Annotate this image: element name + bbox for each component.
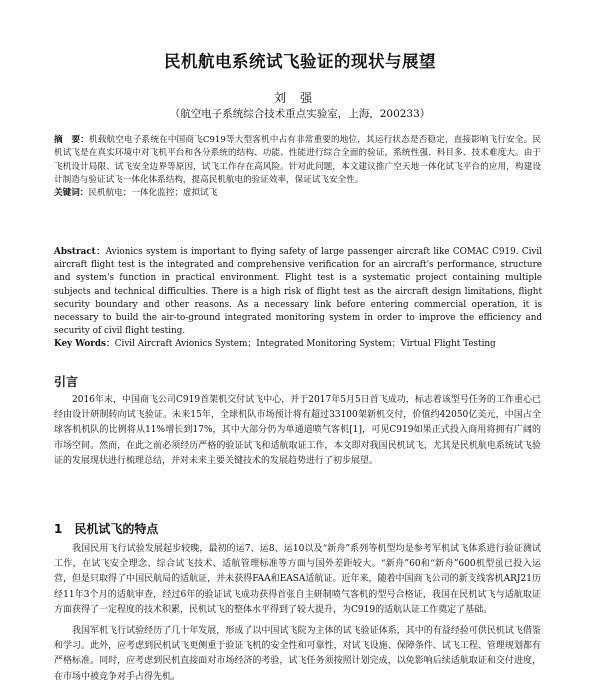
- abstract-cn-text: 机载航空电子系统在中国商飞C919等大型客机中占有非常重要的地位，其运行状态是否稳定，直接影响飞行安全。民机试飞是在真实环境中对飞机平台和各分系统的结构、功能、性能进行综合全面的验证，系统性强、科目多、技术难度大。由于飞机设计局限、试飞安全边界等原因，试飞工作存在高风险。针对此问题，本文建议推广空天地一体化试飞平台的应用，构建设计制造与验证试飞一体化体系结构，提高民机航电的验证效率，保证试飞安全性。: [54, 135, 541, 185]
- section1-para2-text: 我国军机飞行试验经历了几十年发展，形成了以中国试飞院为主体的试飞验证体系，其中的有益经验可供民机试飞借鉴和学习。此外，应考虑到民机试飞更侧重于验证飞机的安全性和可靠性，对试飞设施、保障条件、试飞工程、管理规划都有严格标准。同时，应考虑到民机直接面对市场经济的考验，试飞任务须按照计划完成，以免影响后续适航取证和交付进度，在市场中被竞争对手占得先机。: [54, 626, 541, 682]
- keywords-en-text: Civil Aircraft Avionics System；Integrated Monitoring System；Virtual Flight Testing: [114, 339, 496, 350]
- keywords-cn-text: 民机航电；一体化监控；虚拟试飞: [88, 188, 218, 199]
- intro-heading: 引言: [54, 375, 79, 389]
- keywords-en-label: Key Words：: [54, 339, 115, 350]
- abstract-en-label: Abstract：: [54, 247, 106, 257]
- abstract-en-text: Avionics system is important to flying safety of large passenger aircraft like COMAC C919. Civil aircraft flight test is the integrated and comprehensive verification for an aircraft's performance, structure and system's function in practical environment. Flight test is a systematic project containing multiple subjects and technical difficulties. There is a high risk of flight test as the aircraft design limitations, flight security boundary and other reasons. As a necessary link before entering commercial operation, it is necessary to build the air-to-ground integrated monitoring system in order to improve the efficiency and security of civil flight testing.: [54, 247, 542, 337]
- section1-para1-text: 我国民用飞行试验发展起步较晚，最初的运7、运8、运10以及“新舟”系列等机型均是参考军机试飞体系进行验证测试工作，在试飞安全理念、综合试飞技术、适航管理标准等方面与国外差距较大。“新舟”60和“新舟”600机型虽已投入运营，但是只取得了中国民航局的适航证，并未获得FAA和EASA适航证。近年来，随着中国商飞公司的新支线客机ARJ21历经11年3个月的适航审查，经过6年的验证试飞成功获得首张自主研制喷气客机的型号合格证，我国在民机试飞与适航取证方面获得了一定程度的技术积累，民机试飞的整体水平得到了较大提升，为C919的适航认证工作奠定了基础。: [54, 544, 541, 615]
- intro-paragraph: [54, 393, 541, 469]
- author-name: 刘强: [273, 91, 326, 105]
- section1-paragraph-1: [54, 542, 541, 618]
- abstract-english: [54, 246, 542, 352]
- keywords-cn-label: 关键词：: [54, 188, 89, 199]
- paper-title: 民机航电系统试飞验证的现状与展望: [164, 52, 436, 71]
- abstract-chinese: [54, 134, 541, 200]
- abstract-cn-label: 摘 要：: [54, 135, 90, 145]
- section1-heading: 1 民机试飞的特点: [54, 522, 159, 536]
- author-affiliation: （航空电子系统综合技术重点实验室，上海，200233）: [169, 108, 431, 120]
- section1-paragraph-2: [54, 624, 541, 685]
- intro-text: 2016年末，中国商飞公司C919首架机交付试飞中心，并于2017年5月5日首飞成功，标志着该型号任务的工作重心已经由设计研制转向试飞验证。未来15年，全球机队市场预计将有超过33100架新机交付，价值约42050亿美元，中国占全球客机机队的比例将从11%增长到17%，其中大部分仍为单通道喷气客机[1]，可见C919如果正式投入商用将拥有广阔的市场空间。然而，在此之前必须经历严格的验证试飞和适航取证工作，本文即对我国民机试飞，尤其是民机航电系统试飞验证的发展现状进行梳理总结，并对未来主要关键技术的发展趋势进行了初步展望。: [54, 395, 541, 466]
